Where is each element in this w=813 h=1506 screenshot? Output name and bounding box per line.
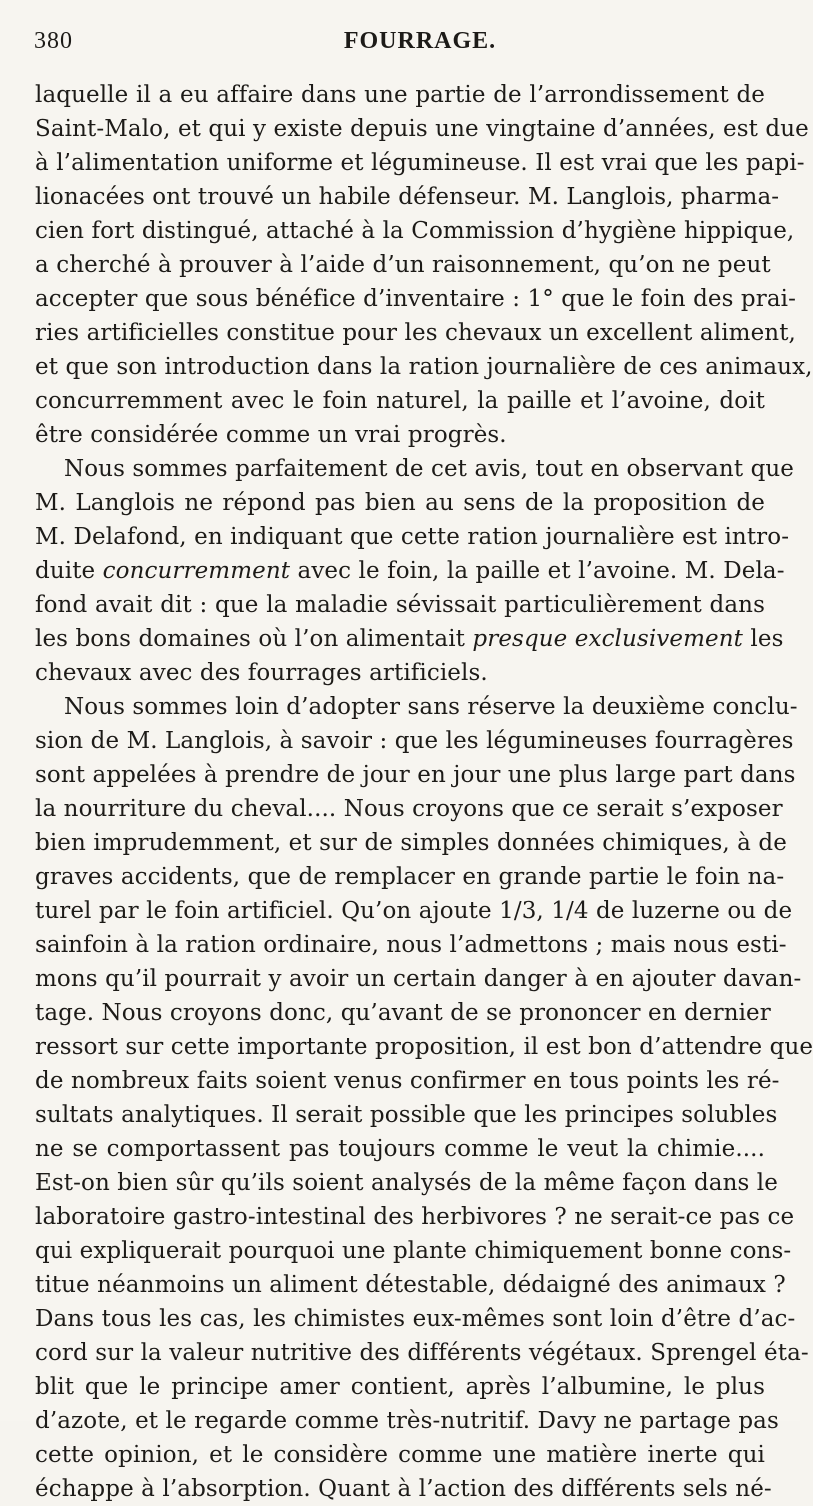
text-segment: les xyxy=(742,626,784,652)
text-line: mons qu’il pourrait y avoir un certain danger à en ajouter davan- xyxy=(35,966,802,992)
text-line: cette opinion, et le considère comme une matière inerte qui xyxy=(35,1442,765,1468)
text-line: accepter que sous bénéfice d’inventaire : 1° que le foin des prai- xyxy=(35,286,796,312)
text-line: lionacées ont trouvé un habile défenseur. M. Langlois, pharma- xyxy=(35,184,780,210)
text-line: Nous sommes loin d’adopter sans réserve la deuxième conclu- xyxy=(64,694,798,720)
page-number: 380 xyxy=(34,28,73,54)
text-line: sultats analytiques. Il serait possible que les principes solubles xyxy=(35,1102,778,1128)
italic-text: concurremment xyxy=(102,558,291,584)
text-line: Saint-Malo, et qui y existe depuis une vingtaine d’années, est due xyxy=(35,116,809,142)
text-segment: duite xyxy=(35,558,103,584)
text-line: fond avait dit : que la maladie sévissait particulièrement dans xyxy=(35,592,765,618)
text-line: tage. Nous croyons donc, qu’avant de se prononcer en dernier xyxy=(35,1000,771,1026)
text-line: sont appelées à prendre de jour en jour une plus large part dans xyxy=(35,762,796,788)
text-line: Dans tous les cas, les chimistes eux-mêmes sont loin d’être d’ac- xyxy=(35,1306,796,1332)
text-line: à l’alimentation uniforme et légumineuse. Il est vrai que les papi- xyxy=(35,150,805,176)
text-line: graves accidents, que de remplacer en grande partie le foin na- xyxy=(35,864,785,890)
page-header xyxy=(34,28,766,60)
text-line: a cherché à prouver à l’aide d’un raisonnement, qu’on ne peut xyxy=(35,252,771,278)
text-line: titue néanmoins un aliment détestable, dédaigné des animaux ? xyxy=(35,1272,786,1298)
body-text xyxy=(35,78,813,1506)
text-line: chevaux avec des fourrages artificiels. xyxy=(35,660,488,686)
text-line: turel par le foin artificiel. Qu’on ajoute 1/3, 1/4 de luzerne ou de xyxy=(35,898,793,924)
text-line: ne se comportassent pas toujours comme le veut la chimie.... xyxy=(35,1136,765,1162)
text-line: laquelle il a eu affaire dans une partie de l’arrondissement de xyxy=(35,82,765,108)
text-line: cien fort distingué, attaché à la Commission d’hygiène hippique, xyxy=(35,218,795,244)
text-line: ressort sur cette importante proposition, il est bon d’attendre que xyxy=(35,1034,813,1060)
text-line: qui expliquerait pourquoi une plante chimiquement bonne cons- xyxy=(35,1238,792,1264)
text-line: échappe à l’absorption. Quant à l’action des différents sels né- xyxy=(35,1476,772,1502)
text-line: être considérée comme un vrai progrès. xyxy=(35,422,507,448)
text-line: concurremment avec le foin naturel, la paille et l’avoine, doit xyxy=(35,388,765,414)
text-line: Est-on bien sûr qu’ils soient analysés de la même façon dans le xyxy=(35,1170,778,1196)
text-line: Nous sommes parfaitement de cet avis, tout en observant que xyxy=(64,456,795,482)
text-line: cord sur la valeur nutritive des différents végétaux. Sprengel éta- xyxy=(35,1340,809,1366)
text-segment: les bons domaines où l’on alimentait xyxy=(35,626,473,652)
text-line: et que son introduction dans la ration journalière de ces animaux, xyxy=(35,354,813,380)
text-line: blit que le principe amer contient, après l’albumine, le plus xyxy=(35,1374,765,1400)
text-line: la nourriture du cheval.... Nous croyons que ce serait s’exposer xyxy=(35,796,783,822)
text-line: M. Langlois ne répond pas bien au sens de la proposition de xyxy=(35,490,765,516)
text-segment: avec le foin, la paille et l’avoine. M. Dela- xyxy=(290,558,785,584)
text-line: d’azote, et le regarde comme très-nutritif. Davy ne partage pas xyxy=(35,1408,779,1434)
italic-text: presque exclusivement xyxy=(472,626,743,652)
text-line: M. Delafond, en indiquant que cette ration journalière est intro- xyxy=(35,524,790,550)
text-line: sion de M. Langlois, à savoir : que les légumineuses fourragères xyxy=(35,728,794,754)
text-line: laboratoire gastro-intestinal des herbivores ? ne serait-ce pas ce xyxy=(35,1204,795,1230)
text-line: bien imprudemment, et sur de simples données chimiques, à de xyxy=(35,830,787,856)
text-line xyxy=(35,554,785,588)
text-line: sainfoin à la ration ordinaire, nous l’admettons ; mais nous esti- xyxy=(35,932,787,958)
text-line: de nombreux faits soient venus confirmer en tous points les ré- xyxy=(35,1068,780,1094)
text-line xyxy=(35,622,784,656)
running-head-title: FOURRAGE. xyxy=(343,28,497,54)
text-line: ries artificielles constitue pour les chevaux un excellent aliment, xyxy=(35,320,796,346)
